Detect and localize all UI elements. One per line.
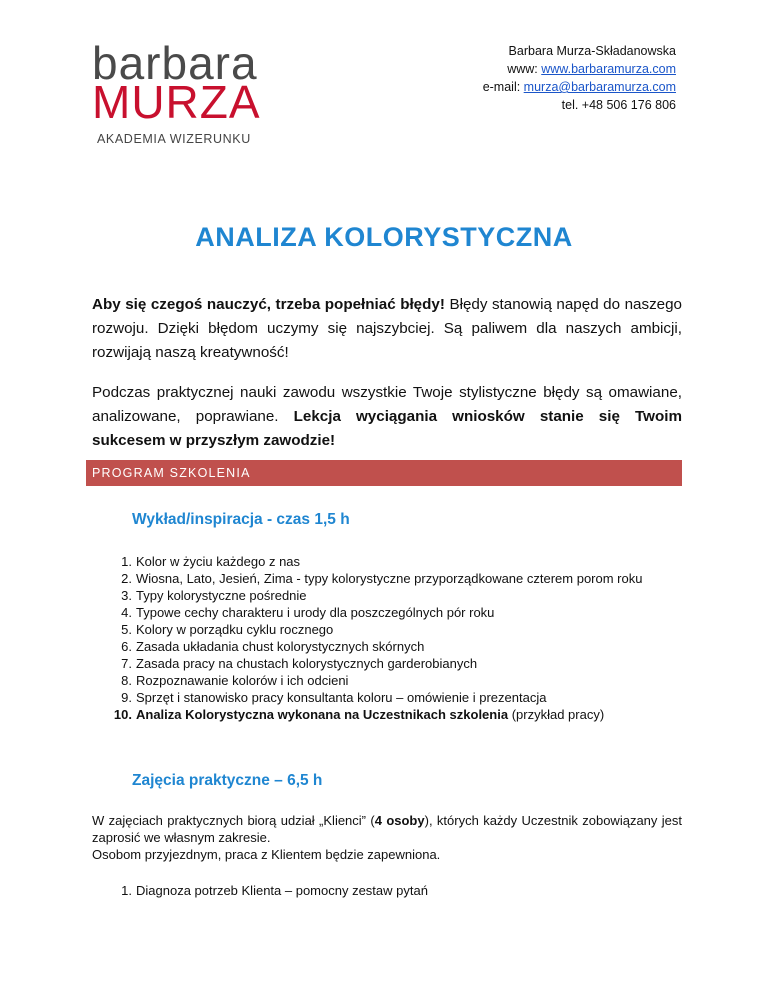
intro-paragraph [92,293,682,365]
page-title: ANALIZA KOLORYSTYCZNA [195,222,573,252]
intro2-bold: Lekcja wyciągania wniosków stanie się Twoim sukcesem w przyszłym zawodzie! [92,408,682,449]
email-label: e-mail: [482,80,524,94]
list-item-text: Zasada pracy na chustach kolorystycznych garderobianych [136,656,478,671]
list-item-text: Sprzęt i stanowisko pracy konsultanta koloru – omówienie i prezentacja [136,690,547,705]
list-item: 3. Typy kolorystyczne pośrednie [121,588,307,603]
list-item-text: Wiosna, Lato, Jesień, Zima - typy kolorystyczne przyporządkowane czterem porom roku [136,571,643,586]
list-item: 8. Rozpoznawanie kolorów i ich odcieni [121,673,349,688]
practice-text-b: ), których każdy Uczestnik zobowiązany jest zaprosić we własnym zakresie. [92,813,683,845]
list-item: 1. Diagnoza potrzeb Klienta – pomocny zestaw pytań [121,883,428,898]
section1-heading: Wykład/inspiracja - czas 1,5 h [132,511,350,528]
list-item-text: Diagnoza potrzeb Klienta – pomocny zestaw pytań [136,883,428,898]
program-banner: PROGRAM SZKOLENIA [86,460,682,486]
list-item-text: Typy kolorystyczne pośrednie [136,588,307,603]
list-item: 10. Analiza Kolorystyczna wykonana na Uczestnikach szkolenia (przykład pracy) [113,707,605,722]
list-item-text: Kolor w życiu każdego z nas [136,554,301,569]
intro-paragraph-2 [92,381,682,453]
practice-list [110,882,428,899]
lecture-list [110,553,670,723]
list-item: 7. Zasada pracy na chustach kolorystycznych garderobianych [121,656,478,671]
list-item-bold: Analiza Kolorystyczna wykonana na Uczestnikach szkolenia [136,707,509,722]
section2-heading: Zajęcia praktyczne – 6,5 h [132,772,323,789]
intro-bold: Aby się czegoś nauczyć, trzeba popełniać błędy! [92,296,445,313]
logo-line-barbara: barbara [92,37,258,89]
list-item-text: Zasada układania chust kolorystycznych skórnych [136,639,425,654]
email-link[interactable]: murza@barbaramurza.com [523,80,676,94]
contact-block [483,42,676,114]
list-item: 5. Kolory w porządku cyklu rocznego [121,622,334,637]
practice-paragraph [92,812,682,846]
logo-line-akademia: AKADEMIA WIZERUNKU [97,132,251,146]
intro-rest: Błędy stanowią napęd do naszego rozwoju. Dzięki błędom uczymy się najszybciej. Są paliwem dla naszych ambicji, rozwijają naszą kreatywność! [92,296,683,361]
list-item-rest: (przykład pracy) [508,707,605,722]
contact-email-line [483,78,676,96]
www-label: www: [507,62,542,76]
practice-text-a: W zajęciach praktycznych biorą udział „Klienci” ( [92,813,375,828]
list-item: 6. Zasada układania chust kolorystycznych skórnych [121,639,425,654]
contact-phone: tel. +48 506 176 806 [561,98,676,112]
intro2-text: Podczas praktycznej nauki zawodu wszystkie Twoje stylistyczne błędy są omawiane, analizowane, poprawiane. [92,384,682,425]
list-item-text: Rozpoznawanie kolorów i ich odcieni [136,673,349,688]
website-link[interactable]: www.barbaramurza.com [541,62,676,76]
logo [92,37,261,146]
list-item: 9. Sprzęt i stanowisko pracy konsultanta koloru – omówienie i prezentacja [121,690,547,705]
practice-note: Osobom przyjezdnym, praca z Klientem będzie zapewniona. [92,847,441,862]
list-item: 4. Typowe cechy charakteru i urody dla poszczególnych pór roku [121,605,495,620]
contact-name: Barbara Murza-Składanowska [508,44,676,58]
practice-bold: 4 osoby [374,813,425,828]
contact-www-line [483,60,676,78]
list-item: 1. Kolor w życiu każdego z nas [121,554,301,569]
list-item-text: Kolory w porządku cyklu rocznego [136,622,334,637]
list-item: 2. Wiosna, Lato, Jesień, Zima - typy kolorystyczne przyporządkowane czterem porom roku [121,571,643,586]
logo-line-murza: MURZA [92,76,261,128]
list-item-text: Typowe cechy charakteru i urody dla poszczególnych pór roku [136,605,495,620]
